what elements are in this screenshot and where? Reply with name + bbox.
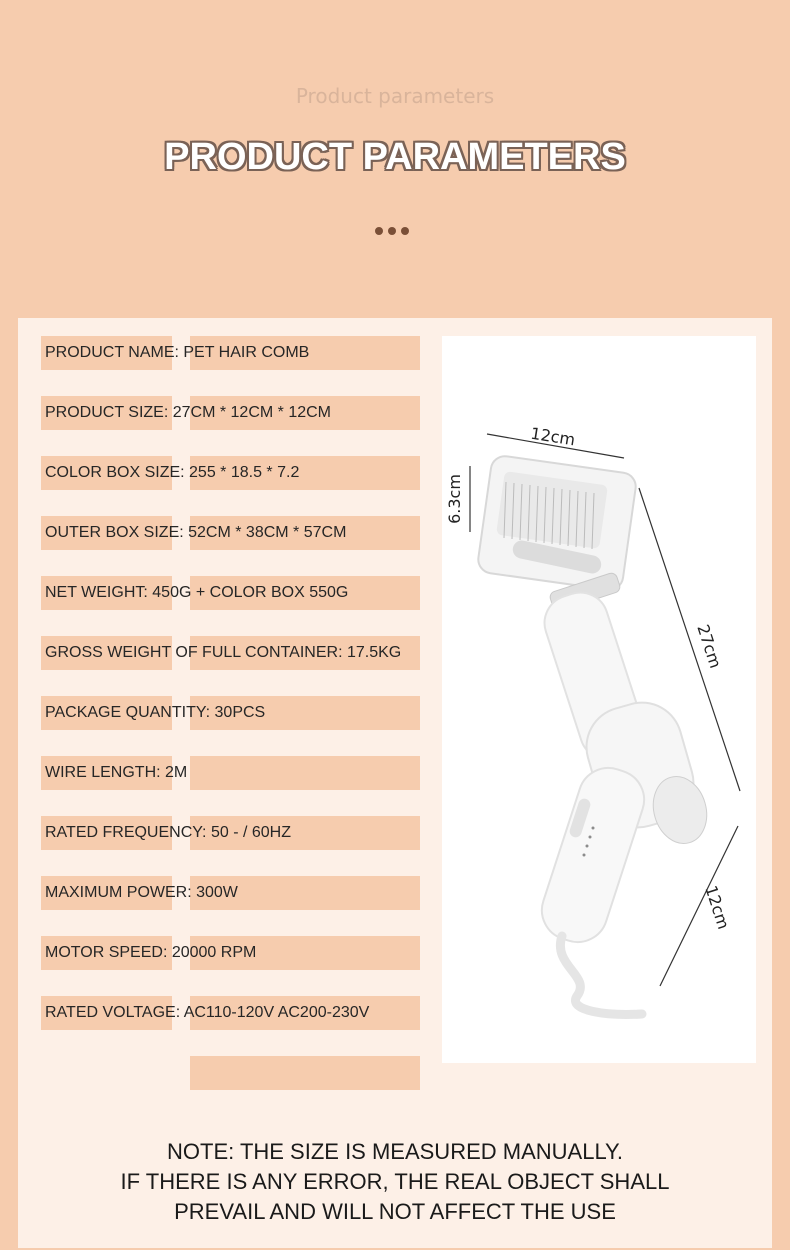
product-photo <box>442 336 756 1063</box>
param-row <box>41 876 441 910</box>
dimension-base-label: 12cm <box>701 883 734 932</box>
note-line: PREVAIL AND WILL NOT AFFECT THE USE <box>174 1199 616 1224</box>
param-row <box>41 756 441 790</box>
size-note <box>18 1137 772 1227</box>
param-row <box>41 1056 441 1090</box>
note-line: NOTE: THE SIZE IS MEASURED MANUALLY. <box>167 1139 623 1164</box>
param-text: COLOR BOX SIZE: 255 * 18.5 * 7.2 <box>45 464 300 481</box>
dimension-top-label: 12cm <box>529 423 577 450</box>
param-text: PRODUCT NAME: PET HAIR COMB <box>45 344 310 361</box>
param-text: MAXIMUM POWER: 300W <box>45 884 238 901</box>
param-text: PACKAGE QUANTITY: 30PCS <box>45 704 266 721</box>
param-row <box>41 516 441 550</box>
note-line: IF THERE IS ANY ERROR, THE REAL OBJECT SHALL <box>120 1169 670 1194</box>
param-row <box>41 816 441 850</box>
decorative-dots <box>375 227 409 235</box>
param-text: GROSS WEIGHT OF FULL CONTAINER: 17.5KG <box>45 644 402 661</box>
param-text: MOTOR SPEED: 20000 RPM <box>45 944 257 961</box>
param-row <box>41 636 441 670</box>
pet-hair-comb-illustration <box>476 454 714 1014</box>
section-subtitle: Product parameters <box>295 84 495 108</box>
param-row <box>41 336 441 370</box>
param-text: NET WEIGHT: 450G + COLOR BOX 550G <box>45 584 349 601</box>
param-text: PRODUCT SIZE: 27CM * 12CM * 12CM <box>45 404 331 421</box>
param-text: OUTER BOX SIZE: 52CM * 38CM * 57CM <box>45 524 347 541</box>
dimension-length-label: 27cm <box>693 622 726 671</box>
param-row <box>41 576 441 610</box>
param-row <box>41 936 441 970</box>
param-row <box>41 996 441 1030</box>
param-text: RATED VOLTAGE: AC110-120V AC200-230V <box>45 1004 370 1021</box>
dimension-head-label: 6.3cm <box>445 474 464 524</box>
param-row <box>41 456 441 490</box>
param-row <box>41 396 441 430</box>
param-text: RATED FREQUENCY: 50 - / 60HZ <box>45 824 291 841</box>
param-text: WIRE LENGTH: 2M <box>45 764 188 781</box>
param-row <box>41 696 441 730</box>
section-title: PRODUCT PARAMETERS <box>164 136 626 178</box>
